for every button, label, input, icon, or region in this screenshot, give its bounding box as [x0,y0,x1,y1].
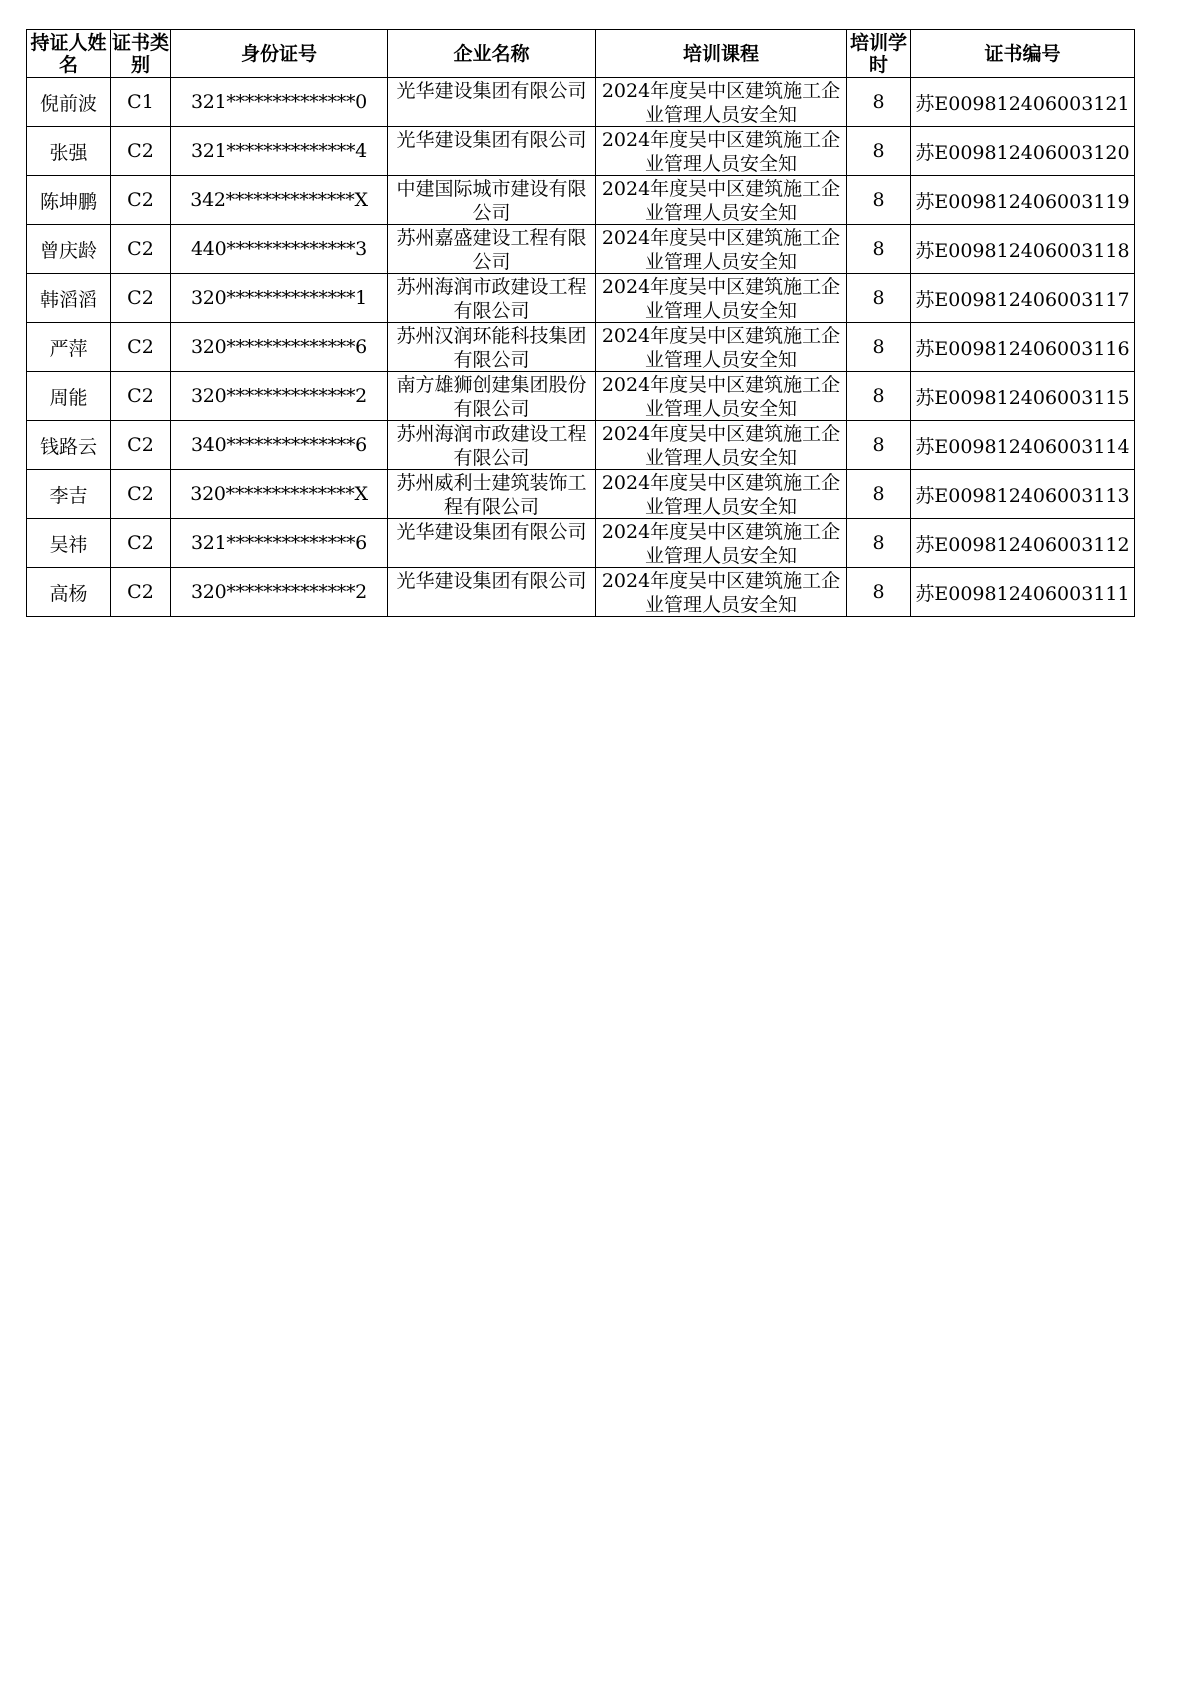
table-body [27,78,1135,617]
cell-hours: 8 [847,78,911,127]
cell-category: C2 [111,568,171,617]
cell-name: 高杨 [27,568,111,617]
cell-cert-no: 苏E009812406003111 [911,568,1135,617]
cell-company [388,568,596,617]
cell-text: 光华建设集团有限公司 [396,129,587,151]
cell-category: C2 [111,519,171,568]
cell-company [388,127,596,176]
cell-company [388,519,596,568]
cell-company [388,470,596,519]
cell-text: 2024年度吴中区建筑施工企业管理人员安全知 [601,325,841,368]
cell-id: 320**************2 [171,372,388,421]
cell-text: 2024年度吴中区建筑施工企业管理人员安全知 [601,227,841,270]
header-cert-no: 证书编号 [911,30,1135,78]
cell-cert-no: 苏E009812406003119 [911,176,1135,225]
table-row [27,519,1135,568]
cell-cert-no: 苏E009812406003121 [911,78,1135,127]
table-row [27,568,1135,617]
cell-name: 张强 [27,127,111,176]
cell-category: C2 [111,372,171,421]
cell-category: C2 [111,323,171,372]
cell-company [388,225,596,274]
cell-hours: 8 [847,568,911,617]
cell-course [596,519,847,568]
certificate-table [26,29,1135,617]
cell-cert-no: 苏E009812406003115 [911,372,1135,421]
cell-company [388,421,596,470]
cell-name: 倪前波 [27,78,111,127]
cell-course [596,421,847,470]
cell-course [596,127,847,176]
cell-hours: 8 [847,470,911,519]
cell-course [596,78,847,127]
cell-id: 321**************4 [171,127,388,176]
cell-text: 苏州海润市政建设工程有限公司 [396,423,587,466]
cell-text: 苏州威利士建筑装饰工程有限公司 [396,472,587,515]
cell-cert-no: 苏E009812406003116 [911,323,1135,372]
cell-cert-no: 苏E009812406003114 [911,421,1135,470]
cell-text: 光华建设集团有限公司 [396,570,587,592]
cell-course [596,176,847,225]
cell-name: 陈坤鹏 [27,176,111,225]
header-course: 培训课程 [596,30,847,78]
cell-cert-no: 苏E009812406003112 [911,519,1135,568]
table-row [27,372,1135,421]
cell-text: 2024年度吴中区建筑施工企业管理人员安全知 [601,521,841,564]
table-header-row [27,30,1135,78]
cell-course [596,470,847,519]
cell-category: C2 [111,225,171,274]
cell-company [388,78,596,127]
cell-hours: 8 [847,519,911,568]
cell-course [596,274,847,323]
cell-company [388,176,596,225]
table-row [27,225,1135,274]
cell-category: C2 [111,176,171,225]
cell-text: 2024年度吴中区建筑施工企业管理人员安全知 [601,472,841,515]
cell-company [388,274,596,323]
table-row [27,274,1135,323]
cell-hours: 8 [847,225,911,274]
cell-hours: 8 [847,176,911,225]
cell-cert-no: 苏E009812406003120 [911,127,1135,176]
cell-hours: 8 [847,372,911,421]
cell-cert-no: 苏E009812406003113 [911,470,1135,519]
cell-hours: 8 [847,274,911,323]
cell-course [596,323,847,372]
cell-text: 南方雄狮创建集团股份有限公司 [396,374,587,417]
cell-text: 2024年度吴中区建筑施工企业管理人员安全知 [601,570,841,613]
cell-text: 2024年度吴中区建筑施工企业管理人员安全知 [601,80,841,123]
cell-category: C1 [111,78,171,127]
cell-id: 340**************6 [171,421,388,470]
cell-text: 光华建设集团有限公司 [396,80,587,102]
cell-category: C2 [111,421,171,470]
cell-text: 苏州海润市政建设工程有限公司 [396,276,587,319]
cell-text: 苏州汉润环能科技集团有限公司 [396,325,587,368]
cell-cert-no: 苏E009812406003118 [911,225,1135,274]
cell-hours: 8 [847,323,911,372]
cell-category: C2 [111,127,171,176]
header-hours: 培训学时 [847,30,911,78]
cell-cert-no: 苏E009812406003117 [911,274,1135,323]
cell-text: 中建国际城市建设有限公司 [396,178,587,221]
cell-name: 吴祎 [27,519,111,568]
cell-company [388,372,596,421]
table-row [27,176,1135,225]
cell-company [388,323,596,372]
cell-text: 光华建设集团有限公司 [396,521,587,543]
cell-course [596,568,847,617]
cell-course [596,372,847,421]
header-category: 证书类别 [111,31,169,76]
cell-text: 苏州嘉盛建设工程有限公司 [396,227,587,270]
cell-name: 严萍 [27,323,111,372]
cell-id: 320**************6 [171,323,388,372]
table-row [27,127,1135,176]
cell-id: 320**************1 [171,274,388,323]
cell-text: 2024年度吴中区建筑施工企业管理人员安全知 [601,129,841,172]
cell-course [596,225,847,274]
cell-category: C2 [111,274,171,323]
cell-text: 2024年度吴中区建筑施工企业管理人员安全知 [601,276,841,319]
cell-hours: 8 [847,421,911,470]
cell-hours: 8 [847,127,911,176]
cell-name: 李吉 [27,470,111,519]
table-row [27,78,1135,127]
cell-id: 321**************0 [171,78,388,127]
cell-text: 2024年度吴中区建筑施工企业管理人员安全知 [601,178,841,221]
header-id: 身份证号 [171,30,388,78]
table-row [27,323,1135,372]
table-row [27,421,1135,470]
cell-text: 2024年度吴中区建筑施工企业管理人员安全知 [601,374,841,417]
cell-name: 钱路云 [27,421,111,470]
cell-name: 曾庆龄 [27,225,111,274]
header-name: 持证人姓名 [27,30,111,78]
cell-name: 韩滔滔 [27,274,111,323]
cell-name: 周能 [27,372,111,421]
cell-id: 320**************2 [171,568,388,617]
cell-id: 440**************3 [171,225,388,274]
cell-id: 321**************6 [171,519,388,568]
header-company: 企业名称 [388,30,596,78]
cell-text: 2024年度吴中区建筑施工企业管理人员安全知 [601,423,841,466]
cell-category: C2 [111,470,171,519]
cell-id: 342**************X [171,176,388,225]
cell-id: 320**************X [171,470,388,519]
table-row [27,470,1135,519]
